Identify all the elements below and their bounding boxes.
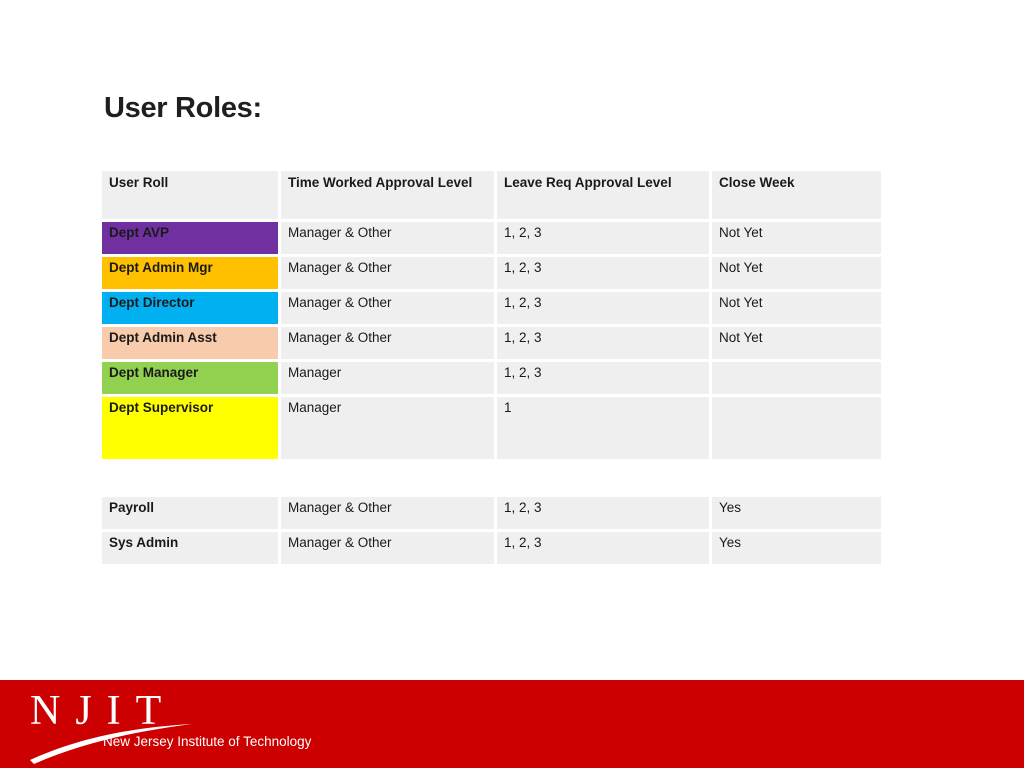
njit-logo: [0, 680, 320, 768]
table-row: [102, 222, 881, 254]
role-cell-sys-admin: Sys Admin: [102, 532, 278, 564]
role-cell-dept-manager: Dept Manager: [102, 362, 278, 394]
footer-banner: [0, 680, 1024, 768]
table-row: [102, 292, 881, 324]
close-week-cell: Not Yet: [712, 327, 881, 359]
leave-req-cell: 1, 2, 3: [497, 532, 709, 564]
table-row: [102, 497, 881, 529]
close-week-cell: Not Yet: [712, 292, 881, 324]
time-worked-cell: Manager & Other: [281, 532, 494, 564]
institution-name: New Jersey Institute of Technology: [103, 734, 312, 749]
header-time-worked: Time Worked Approval Level: [281, 171, 494, 219]
leave-req-cell: 1, 2, 3: [497, 327, 709, 359]
role-cell-dept-director: Dept Director: [102, 292, 278, 324]
time-worked-cell: Manager & Other: [281, 222, 494, 254]
page-title: User Roles:: [104, 92, 262, 124]
role-cell-dept-supervisor: Dept Supervisor: [102, 397, 278, 459]
time-worked-cell: Manager: [281, 397, 494, 459]
table-header-row: [102, 171, 881, 219]
leave-req-cell: 1, 2, 3: [497, 257, 709, 289]
table-row: [102, 397, 881, 459]
header-close-week: Close Week: [712, 171, 881, 219]
leave-req-cell: 1, 2, 3: [497, 292, 709, 324]
njit-logo-text: NJIT: [30, 688, 177, 734]
role-cell-payroll: Payroll: [102, 497, 278, 529]
leave-req-cell: 1, 2, 3: [497, 222, 709, 254]
table-row: [102, 327, 881, 359]
close-week-cell: Yes: [712, 497, 881, 529]
close-week-cell: Not Yet: [712, 222, 881, 254]
close-week-cell: Yes: [712, 532, 881, 564]
admin-roles-table: [99, 494, 884, 567]
header-user-roll: User Roll: [102, 171, 278, 219]
leave-req-cell: 1, 2, 3: [497, 497, 709, 529]
role-cell-dept-avp: Dept AVP: [102, 222, 278, 254]
time-worked-cell: Manager & Other: [281, 257, 494, 289]
close-week-cell: [712, 362, 881, 394]
time-worked-cell: Manager & Other: [281, 327, 494, 359]
time-worked-cell: Manager & Other: [281, 292, 494, 324]
close-week-cell: [712, 397, 881, 459]
leave-req-cell: 1: [497, 397, 709, 459]
role-cell-dept-admin-asst: Dept Admin Asst: [102, 327, 278, 359]
time-worked-cell: Manager: [281, 362, 494, 394]
time-worked-cell: Manager & Other: [281, 497, 494, 529]
role-cell-dept-admin-mgr: Dept Admin Mgr: [102, 257, 278, 289]
user-roles-table: [99, 168, 884, 462]
table-row: [102, 362, 881, 394]
table-row: [102, 257, 881, 289]
header-leave-req: Leave Req Approval Level: [497, 171, 709, 219]
leave-req-cell: 1, 2, 3: [497, 362, 709, 394]
table-row: [102, 532, 881, 564]
close-week-cell: Not Yet: [712, 257, 881, 289]
